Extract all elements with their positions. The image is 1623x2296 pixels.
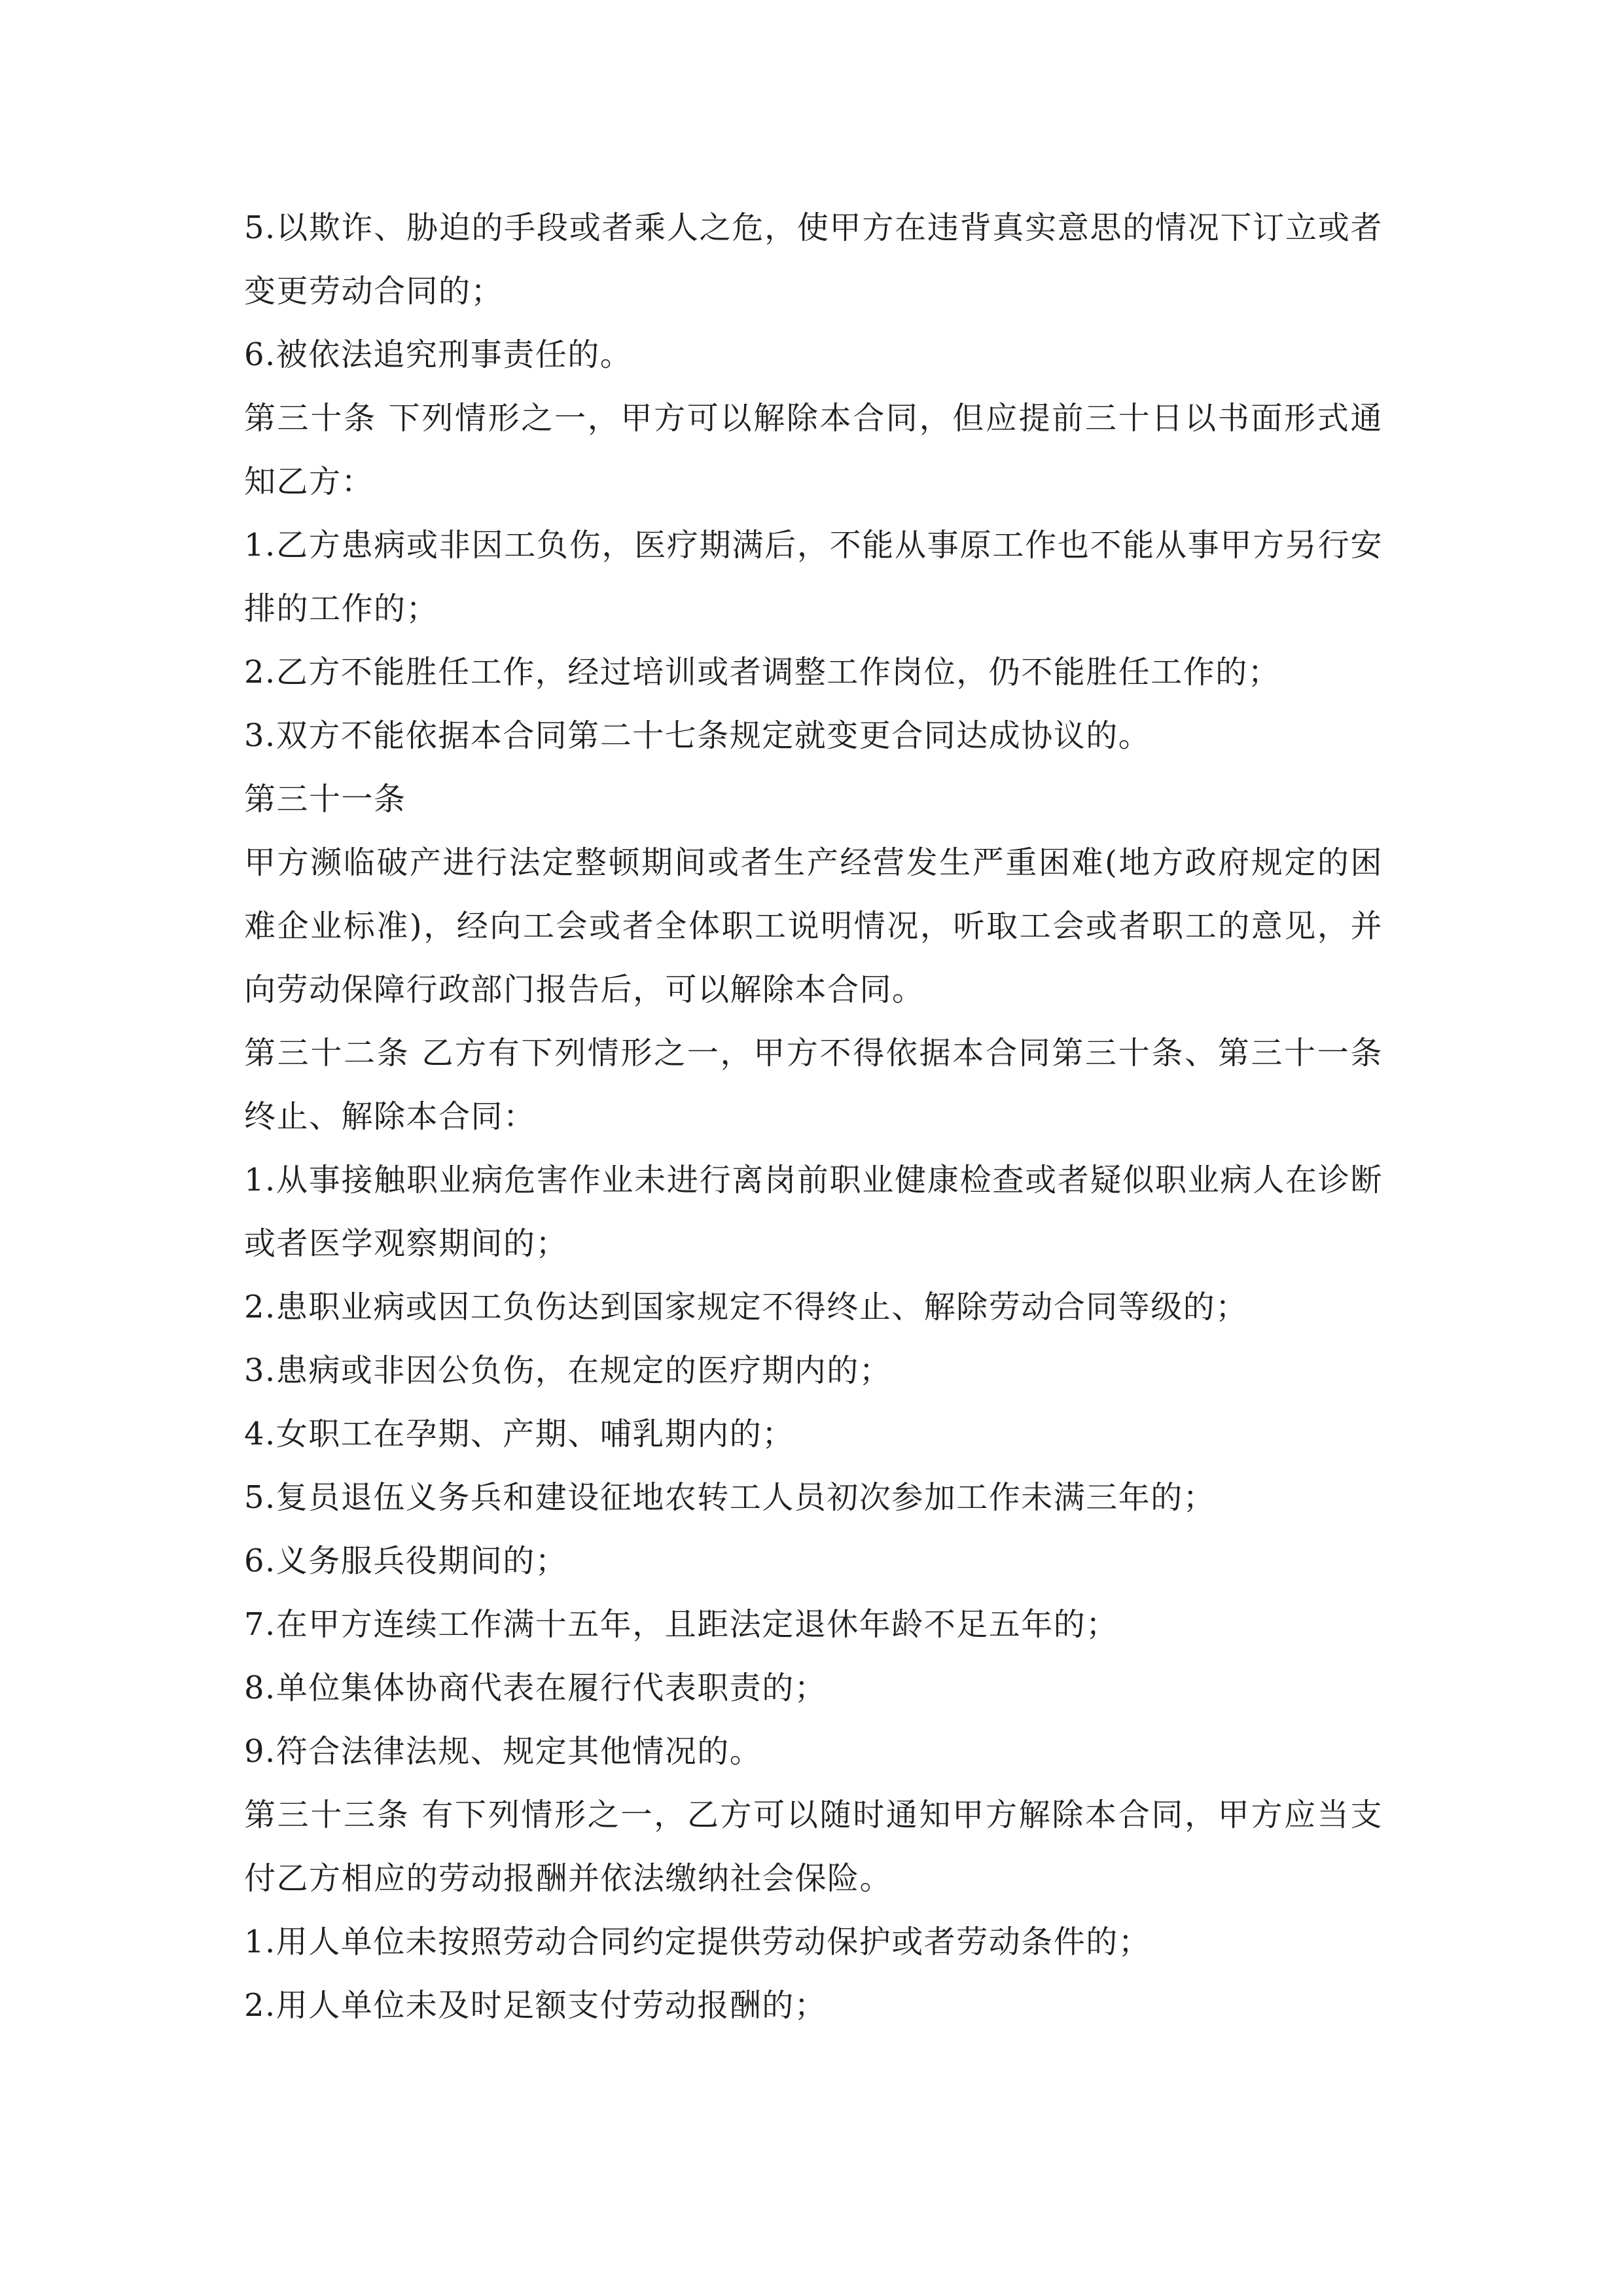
clause-30-heading: 第三十条 下列情形之一，甲方可以解除本合同，但应提前三十日以书面形式通知乙方： — [244, 400, 1383, 500]
clause-31-heading: 第三十一条 — [244, 781, 406, 817]
clause-32-item-9: 9.符合法律法规、规定其他情况的。 — [244, 1733, 762, 1770]
clause-29-item-5: 5.以欺诈、胁迫的手段或者乘人之危，使甲方在违背真实意思的情况下订立或者变更劳动合同的； — [244, 209, 1383, 310]
clause-30-item-1: 1.乙方患病或非因工负伤，医疗期满后，不能从事原工作也不能从事甲方另行安排的工作的； — [244, 527, 1383, 627]
clause-31-body: 甲方濒临破产进行法定整顿期间或者生产经营发生严重困难(地方政府规定的困难企业标准)，经向工会或者全体职工说明情况，听取工会或者职工的意见，并向劳动保障行政部门报告后，可以解除本合同。 — [244, 844, 1383, 1008]
clause-33-item-2: 2.用人单位未及时足额支付劳动报酬的； — [244, 1987, 827, 2024]
clause-33-heading: 第三十三条 有下列情形之一，乙方可以随时通知甲方解除本合同，甲方应当支付乙方相应的劳动报酬并依法缴纳社会保险。 — [244, 1797, 1383, 1897]
clause-30-item-2: 2.乙方不能胜任工作，经过培训或者调整工作岗位，仍不能胜任工作的； — [244, 654, 1281, 691]
clause-32-item-6: 6.义务服兵役期间的； — [244, 1543, 568, 1579]
clause-33-item-1: 1.用人单位未按照劳动合同约定提供劳动保护或者劳动条件的； — [244, 1924, 1151, 1960]
clause-32-item-3: 3.患病或非因公负伤，在规定的医疗期内的； — [244, 1352, 892, 1389]
clause-32-item-8: 8.单位集体协商代表在履行代表职责的； — [244, 1670, 827, 1706]
clause-29-item-6: 6.被依法追究刑事责任的。 — [244, 336, 633, 373]
clause-32-item-5: 5.复员退伍义务兵和建设征地农转工人员初次参加工作未满三年的； — [244, 1479, 1216, 1516]
document-body — [244, 196, 1383, 2037]
clause-32-item-1: 1.从事接触职业病危害作业未进行离岗前职业健康检查或者疑似职业病人在诊断或者医学观察期间的； — [244, 1162, 1383, 1262]
clause-32-item-4: 4.女职工在孕期、产期、哺乳期内的； — [244, 1416, 794, 1452]
clause-32-heading: 第三十二条 乙方有下列情形之一，甲方不得依据本合同第三十条、第三十一条终止、解除本合同： — [244, 1035, 1383, 1135]
clause-30-item-3: 3.双方不能依据本合同第二十七条规定就变更合同达成协议的。 — [244, 717, 1151, 754]
clause-32-item-7: 7.在甲方连续工作满十五年，且距法定退休年龄不足五年的； — [244, 1606, 1118, 1643]
clause-32-item-2: 2.患职业病或因工负伤达到国家规定不得终止、解除劳动合同等级的； — [244, 1289, 1248, 1325]
